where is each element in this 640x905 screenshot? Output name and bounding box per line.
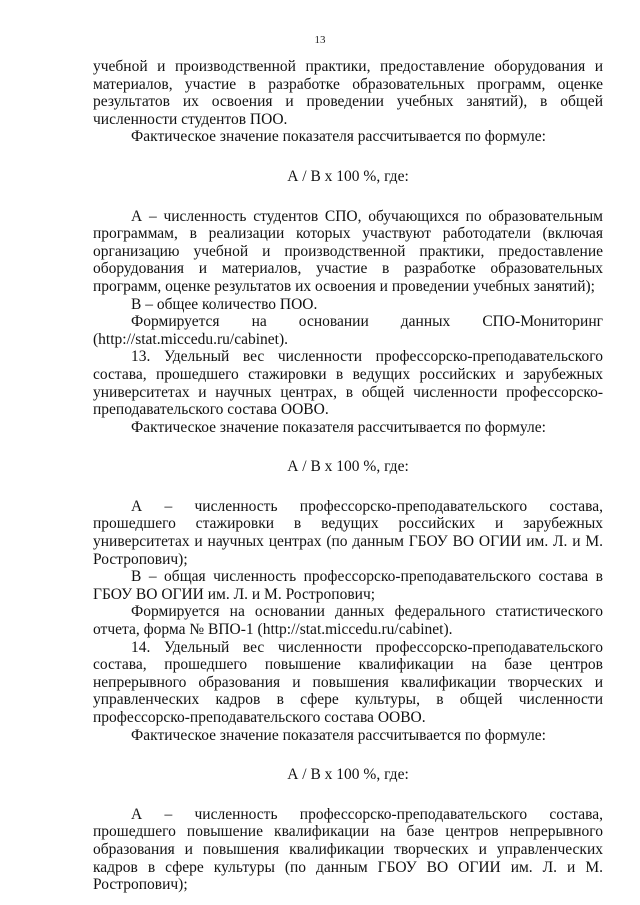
- paragraph-definition-a: А – численность студентов СПО, обучающихся по образовательным программам, в реализации которых участвуют работодатели (включая организацию учебной и производственной практики, предоставление оборудования и материалов, участие в разработке образовательных программ, оценке результатов их освоения и проведении учебных занятий);: [93, 207, 603, 295]
- paragraph-formula-intro: Фактическое значение показателя рассчитывается по формуле:: [131, 726, 546, 744]
- document-body: [93, 58, 603, 894]
- formula: А / В х 100 %, где:: [287, 766, 409, 784]
- formula: А / В х 100 %, где:: [287, 458, 409, 476]
- paragraph-indicator-13: 13. Удельный вес численности профессорско-преподавательского состава, прошедшего стажировки в ведущих российских и зарубежных университетах и научных центрах, в общей численности профессорско-преподавательского состава ООВО.: [93, 348, 603, 419]
- paragraph-formula-intro: Фактическое значение показателя рассчитывается по формуле:: [131, 128, 546, 146]
- paragraph-definition-a: А – численность профессорско-преподавательского состава, прошедшего повышение квалификации на базе центров непрерывного образования и повышения квалификации творческих и управленческих кадров в сфере культуры (по данным ГБОУ ВО ОГИИ им. Л. и М. Ростропович);: [93, 805, 603, 894]
- paragraph-definition-b: В – общая численность профессорско-преподавательского состава в ГБОУ ВО ОГИИ им. Л. и М. Ростропович;: [93, 568, 603, 603]
- paragraph-indicator-14: 14. Удельный вес численности профессорско-преподавательского состава, прошедшего повышение квалификации на базе центров непрерывного образования и повышения квалификации творческих и управленческих кадров в сфере культуры, в общей численности профессорско-преподавательского состава ООВО.: [93, 638, 603, 726]
- paragraph-continuation: учебной и производственной практики, предоставление оборудования и материалов, участие в разработке образовательных программ, оценке результатов их освоения и проведении учебных занятий), в общей численности студентов ПОО.: [93, 58, 603, 128]
- paragraph-formula-intro: Фактическое значение показателя рассчитывается по формуле:: [131, 418, 546, 436]
- paragraph-definition-a: А – численность профессорско-преподавательского состава, прошедшего стажировки в ведущих российских и зарубежных университетах и научных центрах (по данным ГБОУ ВО ОГИИ им. Л. и М. Ростропович);: [93, 497, 603, 568]
- page-number: 13: [314, 34, 326, 46]
- paragraph-definition-b: В – общее количество ПОО.: [131, 295, 318, 313]
- paragraph-source: Формируется на основании данных федерального статистического отчета, форма № ВПО-1 (http://stat.miccedu.ru/cabinet).: [93, 603, 603, 639]
- paragraph-source: Формируется на основании данных СПО-Мониторинг (http://stat.miccedu.ru/cabinet).: [93, 313, 603, 348]
- formula: А / В х 100 %, где:: [287, 167, 409, 185]
